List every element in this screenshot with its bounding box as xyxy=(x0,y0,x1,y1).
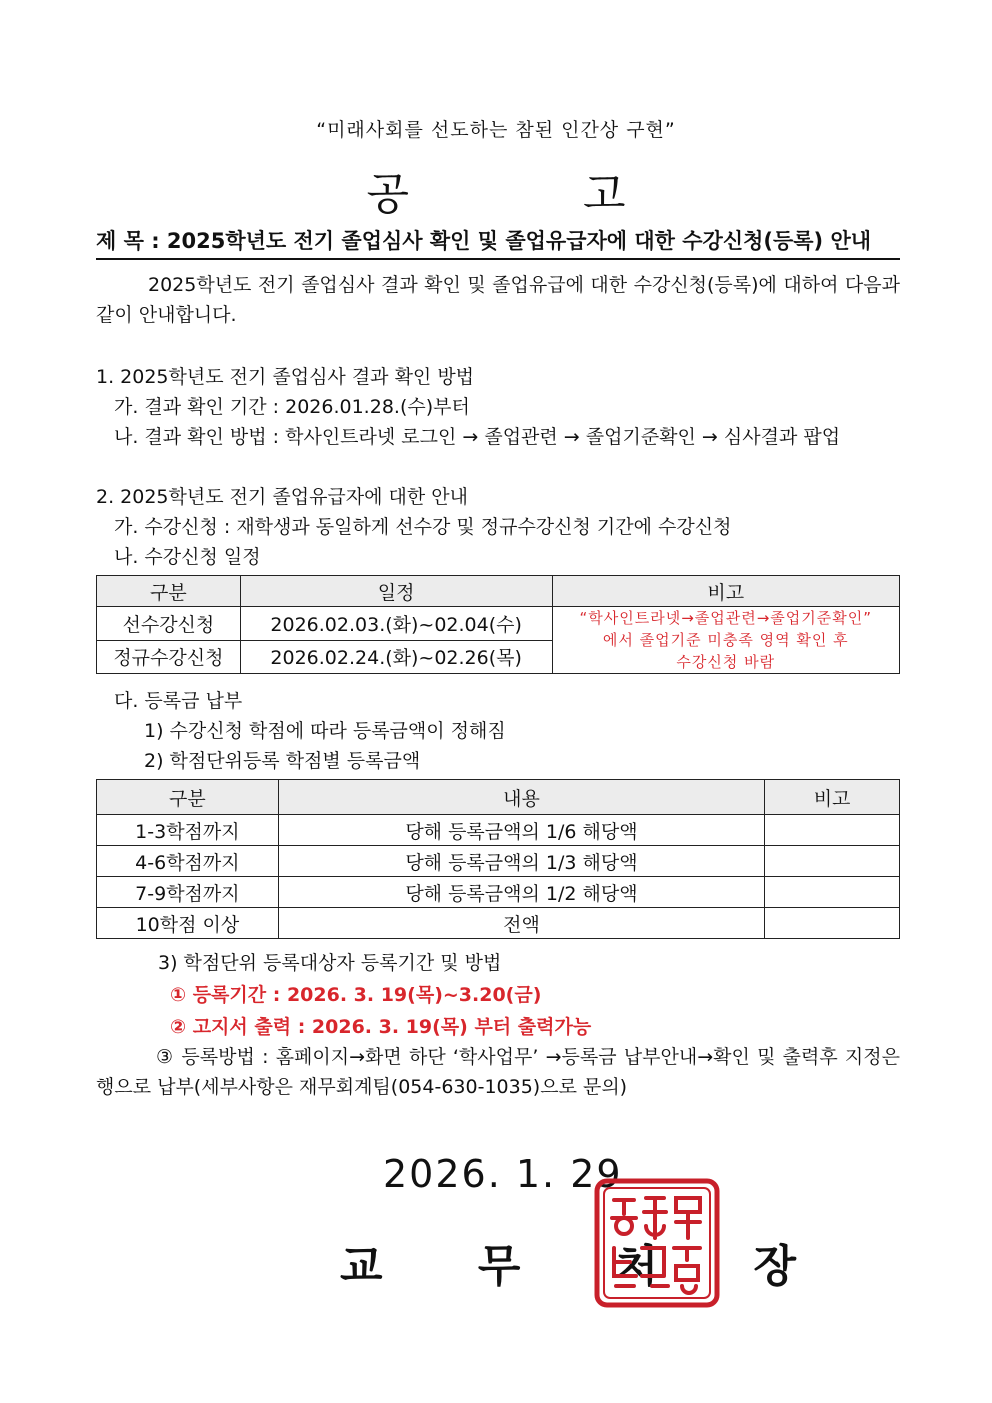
table-header-row xyxy=(97,576,900,607)
credit-range: 1-3학점까지 xyxy=(97,815,279,846)
official-seal-icon xyxy=(594,1178,720,1308)
registration-method: ③ 등록방법 : 홈페이지→화면 하단 ‘학사업무’ →등록금 납부안내→확인 및 출력후 지정은행으로 납부(세부사항은 재무회계팀(054-630-1035)으로 문의) xyxy=(96,1046,900,1098)
table-row xyxy=(97,607,900,641)
fee-note xyxy=(765,877,900,908)
row-dates: 2026.02.03.(화)~02.04(수) xyxy=(240,607,552,641)
schedule-table xyxy=(96,575,900,674)
section2-item-na: 나. 수강신청 일정 xyxy=(114,546,261,568)
issuer-title: 교 무 처 장 xyxy=(340,1241,836,1292)
document-title: 공 고 xyxy=(366,169,706,220)
issue-date: 2026. 1. 29 xyxy=(383,1152,623,1196)
table-header-row xyxy=(97,780,900,815)
subject-line: 제 목 : 2025학년도 전기 졸업심사 확인 및 졸업유급자에 대한 수강신청(등록) 안내 xyxy=(96,225,900,260)
note-line: 수강신청 바람 xyxy=(676,653,776,671)
sub-item-1: 1) 수강신청 학점에 따라 등록금액이 정해짐 xyxy=(144,720,506,742)
header-content: 내용 xyxy=(278,780,764,815)
fee-note xyxy=(765,908,900,939)
fee-note xyxy=(765,815,900,846)
fee-content: 당해 등록금액의 1/3 해당액 xyxy=(278,846,764,877)
registration-period: ① 등록기간 : 2026. 3. 19(목)~3.20(금) xyxy=(170,984,542,1006)
bill-print-notice: ② 고지서 출력 : 2026. 3. 19(목) 부터 출력가능 xyxy=(170,1016,592,1038)
table-row xyxy=(97,877,900,908)
sub-item-2: 2) 학점단위등록 학점별 등록금액 xyxy=(144,750,421,772)
table-row xyxy=(97,908,900,939)
table-row xyxy=(97,846,900,877)
section1-heading: 1. 2025학년도 전기 졸업심사 결과 확인 방법 xyxy=(96,366,475,388)
credit-range: 10학점 이상 xyxy=(97,908,279,939)
section2-heading: 2. 2025학년도 전기 졸업유급자에 대한 안내 xyxy=(96,486,468,508)
header-category: 구분 xyxy=(97,780,279,815)
fee-note xyxy=(765,846,900,877)
fee-content: 당해 등록금액의 1/6 해당액 xyxy=(278,815,764,846)
header-remarks: 비고 xyxy=(552,576,899,607)
fee-content: 전액 xyxy=(278,908,764,939)
header-schedule: 일정 xyxy=(240,576,552,607)
section2-item-da: 다. 등록금 납부 xyxy=(114,690,243,712)
intro-paragraph: 2025학년도 전기 졸업심사 결과 확인 및 졸업유급에 대한 수강신청(등록)에 대하여 다음과 같이 안내합니다. xyxy=(96,274,900,326)
note-line: 에서 졸업기준 미충족 영역 확인 후 xyxy=(602,631,849,649)
motto: “미래사회를 선도하는 참된 인간상 구현” xyxy=(316,119,676,141)
header-remarks: 비고 xyxy=(765,780,900,815)
credit-range: 4-6학점까지 xyxy=(97,846,279,877)
section1-item-na: 나. 결과 확인 방법 : 학사인트라넷 로그인 → 졸업관련 → 졸업기준확인 → 심사결과 팝업 xyxy=(114,426,841,448)
sub-item-3: 3) 학점단위 등록대상자 등록기간 및 방법 xyxy=(158,952,502,974)
credit-range: 7-9학점까지 xyxy=(97,877,279,908)
section2-item-ga: 가. 수강신청 : 재학생과 동일하게 선수강 및 정규수강신청 기간에 수강신청 xyxy=(114,516,732,538)
row-dates: 2026.02.24.(화)~02.26(목) xyxy=(240,640,552,674)
table-row xyxy=(97,815,900,846)
fee-content: 당해 등록금액의 1/2 해당액 xyxy=(278,877,764,908)
note-line: “학사인트라넷→졸업관련→졸업기준확인” xyxy=(579,609,873,627)
schedule-note xyxy=(552,607,899,674)
row-category: 정규수강신청 xyxy=(97,640,241,674)
fee-table xyxy=(96,779,900,939)
header-category: 구분 xyxy=(97,576,241,607)
section1-item-ga: 가. 결과 확인 기간 : 2026.01.28.(수)부터 xyxy=(114,396,470,418)
row-category: 선수강신청 xyxy=(97,607,241,641)
